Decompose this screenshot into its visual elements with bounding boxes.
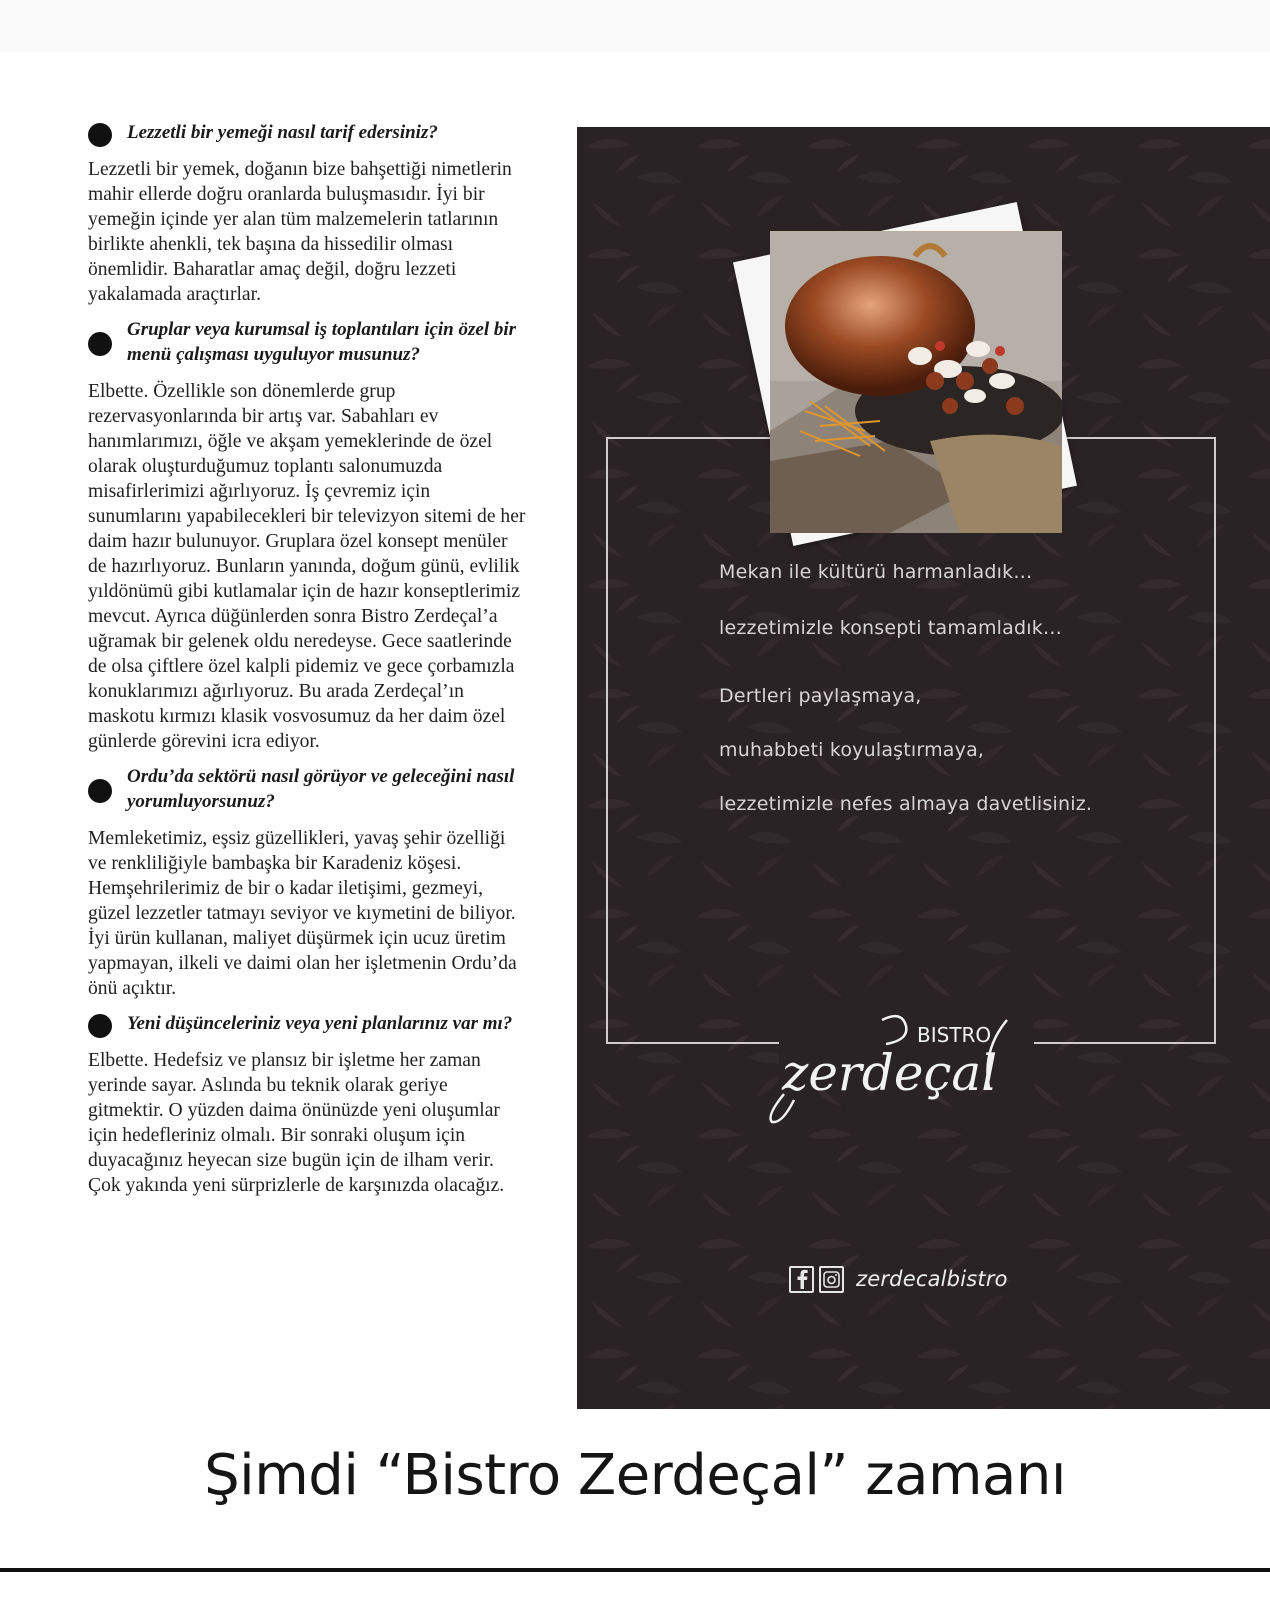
svg-text:BISTRO: BISTRO bbox=[917, 1023, 992, 1047]
answer-4: Elbette. Hedefsiz ve plansız bir işletme her zaman yerinde sayar. Aslında bu teknik olarak geriye gitmektir. O yüzden daima önünüzde yeni oluşumlar için hedefleriniz olmalı. Bir sonraki oluşum için duyacağınız heyecan size bugün için de ilham verir. Çok yakında yeni sürprizlerle de karşınızda olacağız. bbox=[88, 1050, 505, 1196]
tagline-3: Dertleri paylaşmaya, bbox=[719, 685, 922, 707]
bullet-icon bbox=[88, 332, 112, 356]
answer-2: Elbette. Özellikle son dönemlerde grup rezervasyonlarında bir artış var. Sabahları ev hanımlarımızı, öğle ve akşam yemeklerinde de özel olarak oluşturduğumuz toplantı salonumuzda misafirlerimizi ağırlıyoruz. İş çevremiz için sunumlarını yapabilecekleri bir televizyon sitemi de her daim hazır bulunuyor. Gruplara özel konsept menüler de hazırlıyoruz. Bunların yanında, doğum günü, evlilik yıldönümü gibi kutlamalar için de hazır konseptlerimiz mevcut. Ayrıca düğünlerden sonra Bistro Zerdeçal’a uğramak bir gelenek oldu neredeyse. Gece saatlerinde de olsa çiftlere özel kalpli pidemiz ve gece çorbamızla konuklarımızı ağırlıyoruz. Bu arada Zerdeçal’ın maskotu kırmızı klasik vosvosumuz da her daim özel günlerde görevini icra ediyor. bbox=[88, 381, 526, 752]
page-headline: Şimdi “Bistro Zerdeçal” zamanı bbox=[204, 1443, 1066, 1508]
question-1 bbox=[88, 120, 528, 145]
question-2-text: Gruplar veya kurumsal iş toplantıları için özel bir menü çalışması uyguluyor musunuz? bbox=[127, 319, 517, 365]
copper-dish-photo bbox=[770, 231, 1062, 533]
tagline-5: lezzetimizle nefes almaya davetlisiniz. bbox=[719, 793, 1093, 815]
question-1-text: Lezzetli bir yemeği nasıl tarif edersiniz? bbox=[127, 122, 438, 143]
bullet-icon bbox=[88, 123, 112, 147]
interview-column bbox=[88, 120, 528, 1208]
svg-text:zerdeçal: zerdeçal bbox=[782, 1044, 998, 1102]
tagline-1: Mekan ile kültürü harmanladık… bbox=[719, 561, 1033, 583]
bistro-zerdecal-logo bbox=[762, 1012, 1042, 1132]
tagline-2: lezzetimizle konsepti tamamladık… bbox=[719, 617, 1063, 639]
bottom-rule bbox=[0, 1568, 1270, 1572]
question-4 bbox=[88, 1011, 528, 1036]
instagram-icon[interactable] bbox=[819, 1266, 844, 1293]
bullet-icon bbox=[88, 779, 112, 803]
bullet-icon bbox=[88, 1014, 112, 1038]
top-band bbox=[0, 0, 1270, 52]
food-photo bbox=[754, 219, 1069, 539]
facebook-icon[interactable] bbox=[789, 1266, 814, 1293]
tagline-4: muhabbeti koyulaştırmaya, bbox=[719, 739, 985, 761]
social-handle[interactable]: zerdecalbistro bbox=[856, 1267, 1008, 1291]
question-2 bbox=[88, 317, 528, 367]
answer-1: Lezzetli bir yemek, doğanın bize bahşettiği nimetlerin mahir ellerde doğru oranlarda buluşmasıdır. İyi bir yemeğin içinde yer alan tüm malzemelerin tatlarının birlikte ahenkli, tek başına da hissedilir olması önemlidir. Baharatlar amaç değil, doğru lezzeti yakalamada araçtırlar. bbox=[88, 159, 512, 305]
social-links bbox=[789, 1264, 1008, 1294]
answer-3: Memleketimiz, eşsiz güzellikleri, yavaş şehir özelliği ve renkliliğiyle bambaşka bir Karadeniz köşesi. Hemşehrilerimiz de bir o kadar iletişimi, gezmeyi, güzel lezzetler tatmayı seviyor ve kıymetini de biliyor. İyi ürün kullanan, maliyet düşürmek için ucuz üretim yapmayan, ilkeli ve daimi olan her işletmenin Ordu’da önü açıktır. bbox=[88, 828, 517, 999]
question-4-text: Yeni düşünceleriniz veya yeni planlarınız var mı? bbox=[127, 1013, 513, 1034]
question-3 bbox=[88, 764, 528, 814]
question-3-text: Ordu’da sektörü nasıl görüyor ve geleceğini nasıl yorumluyorsunuz? bbox=[127, 766, 515, 812]
bistro-ad-panel bbox=[577, 127, 1270, 1409]
